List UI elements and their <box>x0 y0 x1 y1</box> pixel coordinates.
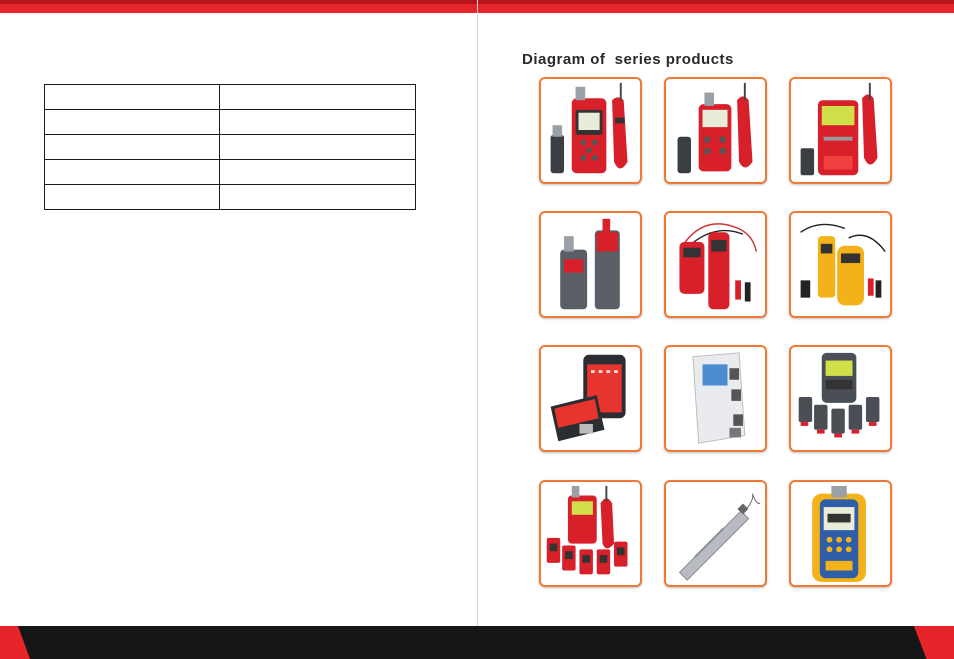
page-title: Diagram of series products <box>522 51 734 68</box>
grey-red-cable-tracker-image <box>541 213 640 316</box>
table-cell <box>220 160 416 185</box>
table-row <box>45 160 416 185</box>
product-card-4 <box>539 211 642 318</box>
yellow-optical-power-meter-image <box>791 482 890 585</box>
page-divider <box>477 0 478 659</box>
red-tester-lcd-with-tracker-image <box>666 79 765 182</box>
product-card-2 <box>664 77 767 184</box>
product-card-5 <box>664 211 767 318</box>
table-row <box>45 185 416 210</box>
table-cell <box>45 185 220 210</box>
product-card-8 <box>664 345 767 452</box>
table-row <box>45 135 416 160</box>
left-corner-accent <box>0 626 30 659</box>
red-wide-lcd-tester-image <box>791 79 890 182</box>
product-card-10 <box>539 480 642 587</box>
grey-tester-remote-set-image <box>791 347 890 450</box>
table-cell <box>220 85 416 110</box>
table-cell <box>220 185 416 210</box>
red-rj45-cable-tester-image <box>541 347 640 450</box>
table-row <box>45 110 416 135</box>
table-row <box>45 85 416 110</box>
table-cell <box>45 160 220 185</box>
product-card-12 <box>789 480 892 587</box>
table-cell <box>220 135 416 160</box>
table-cell <box>45 135 220 160</box>
table-cell <box>45 110 220 135</box>
red-tester-remote-set-image <box>541 482 640 585</box>
right-corner-accent <box>904 626 954 659</box>
red-tracker-with-clips-image <box>666 213 765 316</box>
product-card-9 <box>789 345 892 452</box>
product-card-3 <box>789 77 892 184</box>
table-cell <box>45 85 220 110</box>
yellow-tracker-with-clips-image <box>791 213 890 316</box>
product-card-11 <box>664 480 767 587</box>
red-tester-with-tracker-image <box>541 79 640 182</box>
product-card-1 <box>539 77 642 184</box>
table-cell <box>220 110 416 135</box>
spec-table <box>44 84 416 210</box>
bottom-banner <box>0 626 954 659</box>
product-card-6 <box>789 211 892 318</box>
fiber-visual-fault-locator-image <box>666 482 765 585</box>
white-network-tester-image <box>666 347 765 450</box>
product-card-7 <box>539 345 642 452</box>
